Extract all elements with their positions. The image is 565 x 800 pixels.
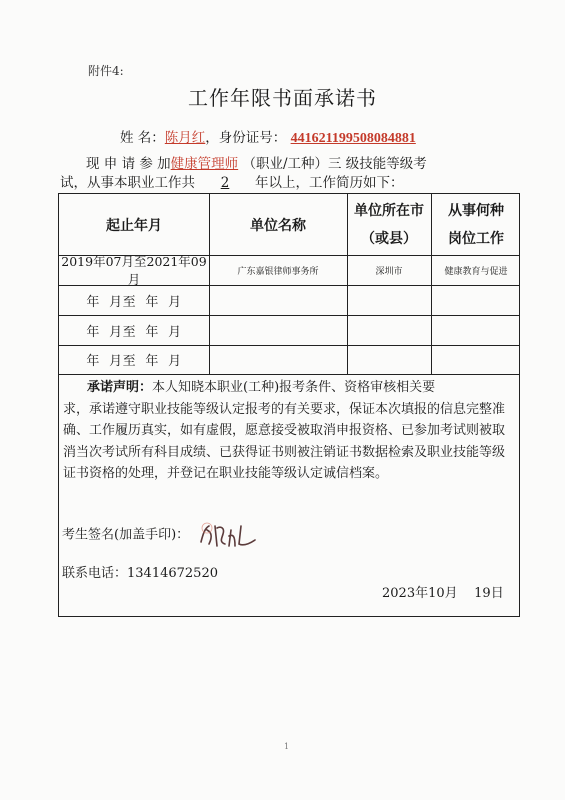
phone-value: 13414672520: [127, 566, 218, 581]
header-period: 起止年月: [106, 217, 162, 234]
apply-suffix: （职业/工种）三 级技能等级考: [242, 156, 427, 172]
pledge-statement: [63, 377, 515, 485]
phone-label: 联系电话：: [62, 566, 128, 581]
row4-period: 年 月至 年 月: [86, 354, 182, 369]
header-position: 从事何种 岗位工作: [448, 202, 504, 247]
id-label: 身份证号：: [218, 130, 287, 146]
header-location: 单位所在市 （或县）: [354, 202, 424, 247]
years-suffix: 年以上，工作简历如下：: [255, 175, 404, 191]
attachment-label: 附件4:: [88, 64, 124, 78]
applicant-line: [120, 126, 416, 147]
sign-date: 2023年10月 19日: [382, 586, 504, 601]
name-label: 姓 名：: [120, 130, 165, 146]
apply-prefix: 现 申 请 参 加: [86, 156, 171, 172]
row2-period: 年 月至 年 月: [86, 294, 182, 310]
years-prefix: 试，从事本职业工作共: [60, 175, 195, 191]
name-value: 陈月红: [164, 130, 206, 146]
document-title: 工作年限书面承诺书: [188, 86, 377, 110]
row3-period: 年 月至 年 月: [86, 324, 182, 340]
pledge-body: 求，承诺遵守职业技能等级认定报考的有关要求，保证本次填报的信息完整准确、工作履历真实，如有虚假，愿意接受被取消申报资格、已参加考试则被取消当次考试所有科目成绩、已获得证书则被注销证书数据检索及职业技能等级证书资格的处理，并登记在职业技能等级认定诚信档案。: [63, 401, 506, 481]
separator: ，: [205, 130, 219, 146]
row1-period: 2019年07月至2021年09月: [61, 254, 207, 287]
years-value: 2: [220, 175, 230, 191]
work-history-table: [58, 193, 520, 617]
row1-unit: 广东嘉银律师事务所: [237, 266, 319, 277]
signature-line: [62, 520, 261, 550]
occupation-value: 健康管理师: [170, 156, 239, 172]
row1-location: 深圳市: [375, 266, 403, 277]
pledge-line1: 本人知晓本职业(工种)报考条件、资格审核相关要: [152, 380, 436, 395]
application-line-1: [86, 152, 427, 172]
header-unit: 单位名称: [250, 217, 306, 234]
handwritten-signature: [195, 520, 261, 550]
phone-line: [62, 562, 218, 581]
row1-position: 健康教育与促进: [444, 266, 508, 277]
signature-label: 考生签名(加盖手印)：: [62, 527, 190, 543]
application-line-2: [60, 171, 404, 191]
id-number: 441621199508084881: [290, 131, 416, 146]
pledge-label: 承诺声明：: [87, 380, 153, 395]
page-number: 1: [284, 742, 290, 751]
